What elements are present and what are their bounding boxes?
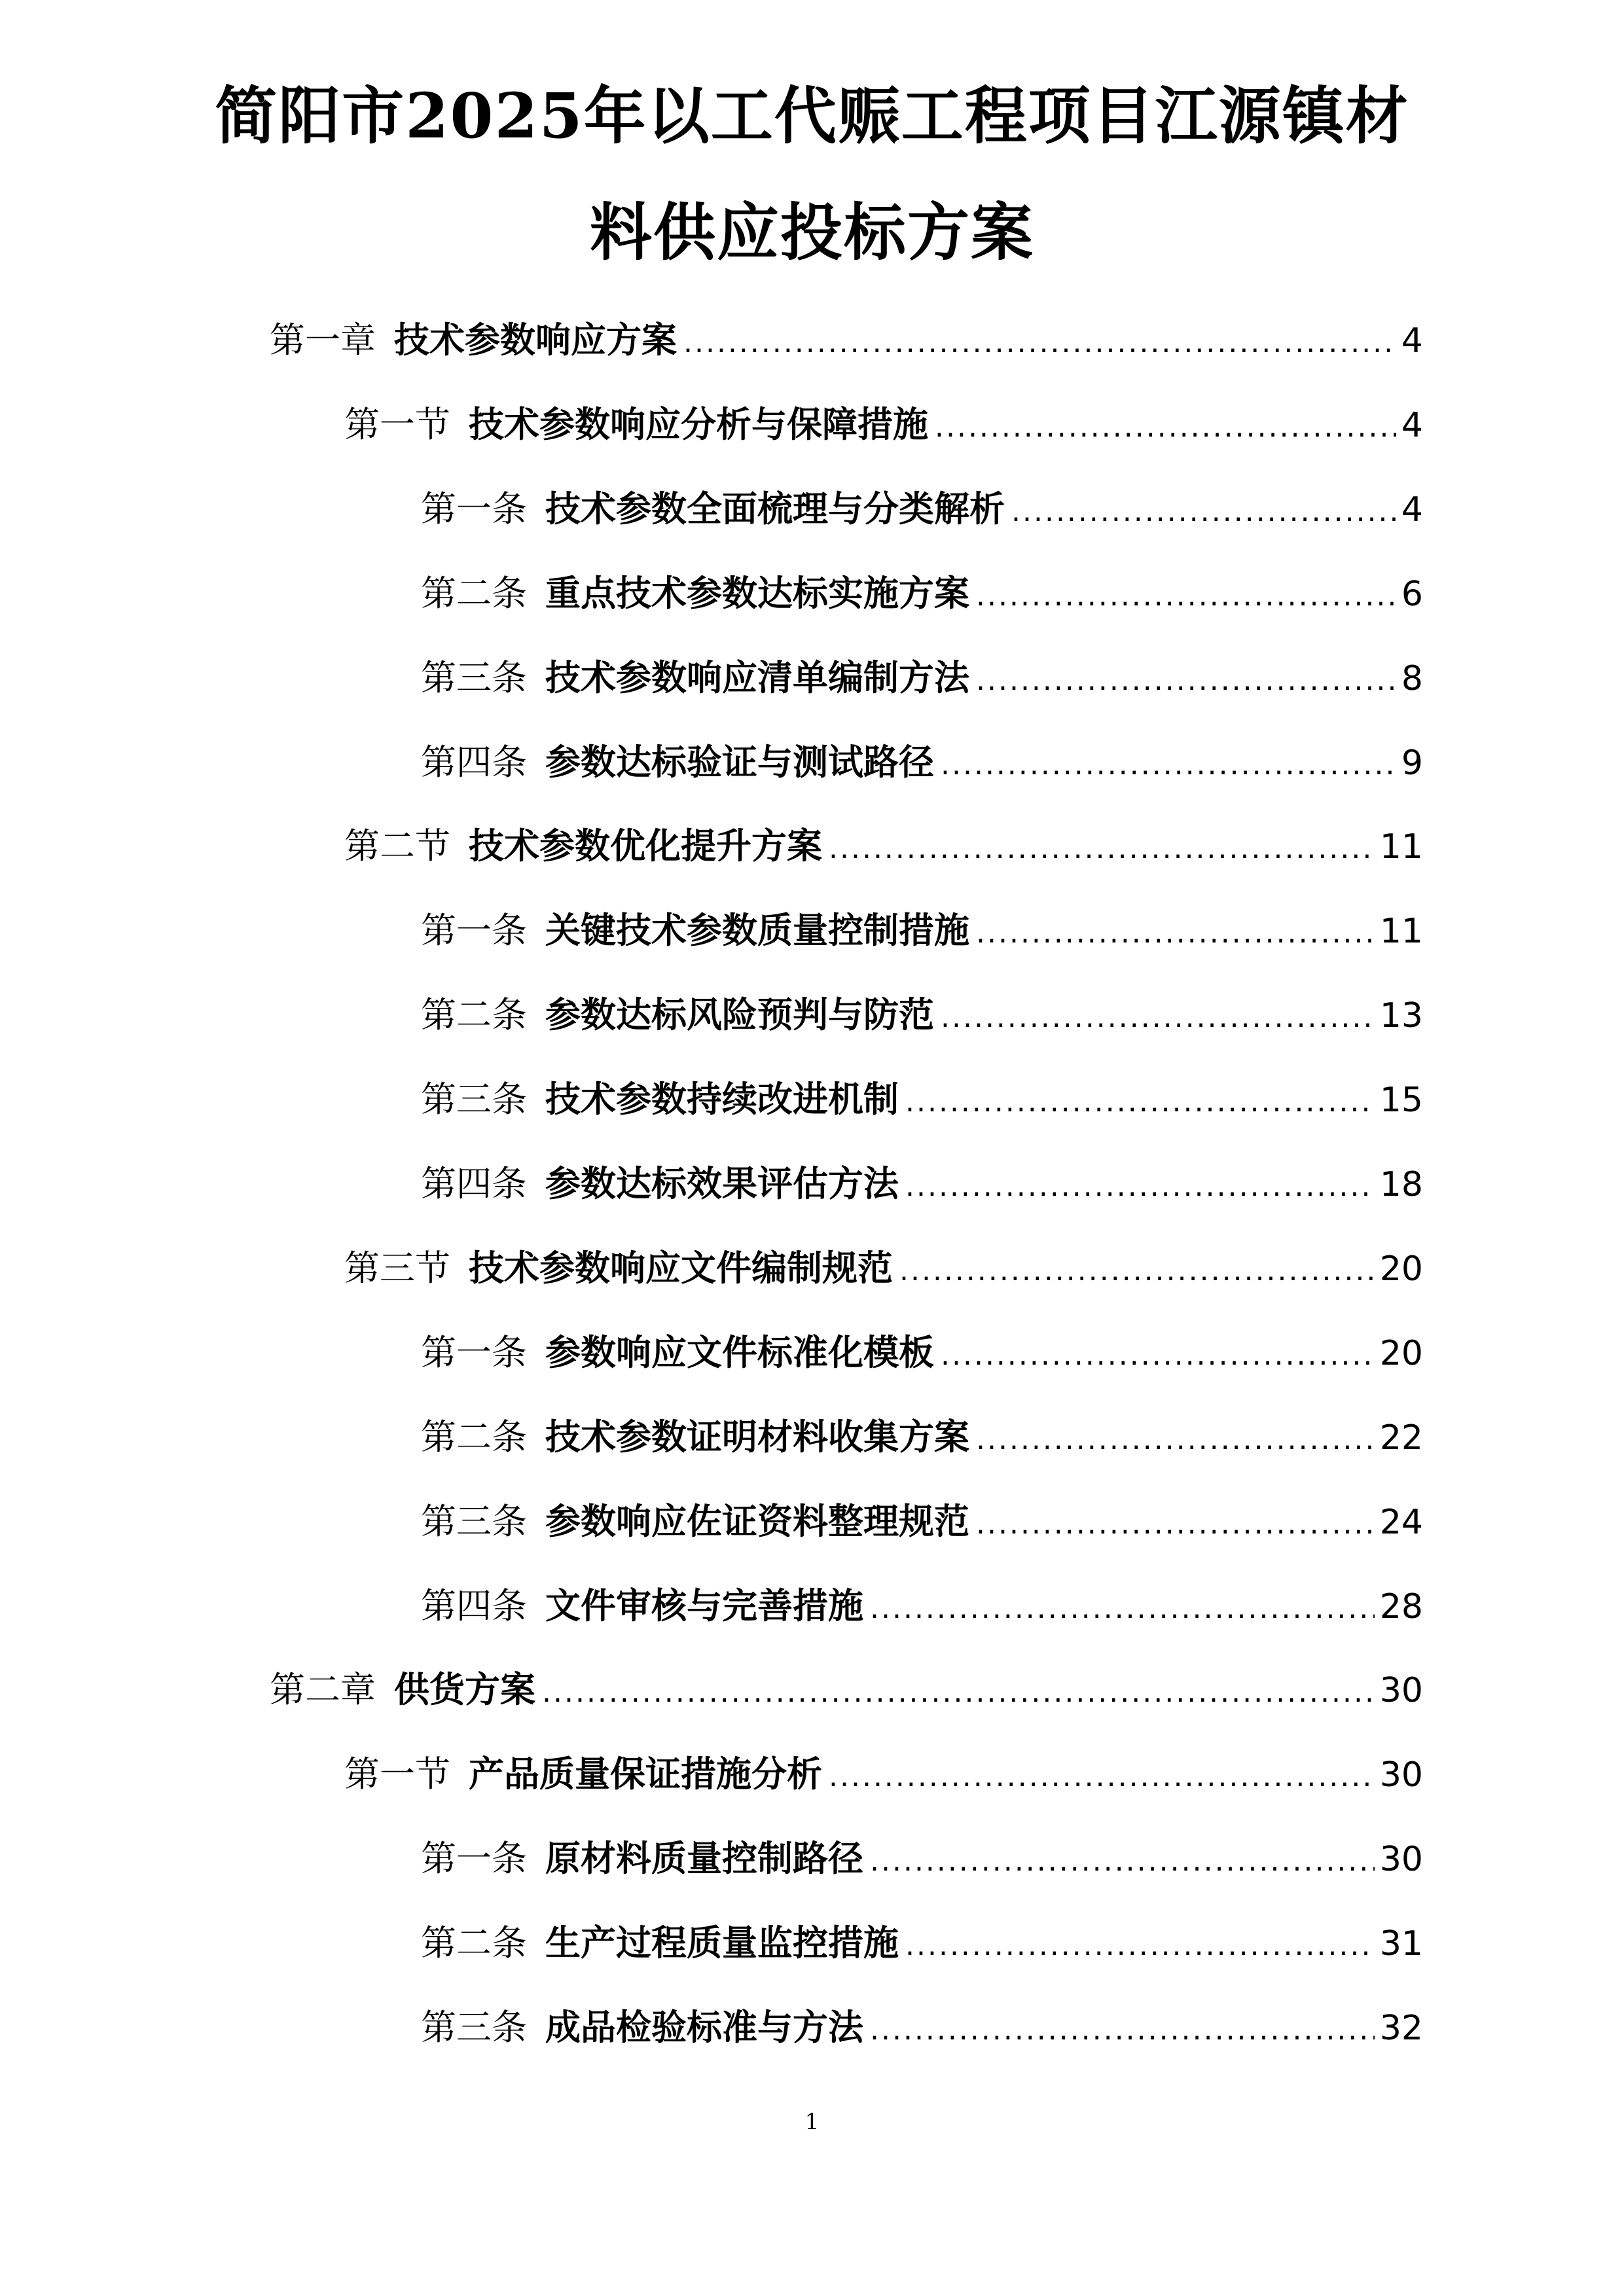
toc-dot-leader [941, 1329, 1375, 1382]
toc-entry-page: 6 [1401, 575, 1423, 614]
toc-dot-leader [905, 1920, 1375, 1972]
toc-entry-label: 参数达标风险预判与防范 [545, 994, 934, 1035]
toc-dot-leader [905, 1076, 1375, 1128]
toc-entry-label: 技术参数响应文件编制规范 [469, 1247, 893, 1289]
toc-entry[interactable] [421, 1833, 1423, 1885]
toc-dot-leader [1011, 486, 1396, 538]
toc-dot-leader [829, 823, 1375, 875]
toc-entry-label: 技术参数证明材料收集方案 [545, 1416, 969, 1458]
toc-dot-leader [941, 992, 1375, 1044]
toc-entry-number: 第四条 [421, 1163, 527, 1204]
toc-entry[interactable] [421, 567, 1423, 620]
toc-entry-number: 第二节 [344, 825, 450, 867]
toc-entry-label: 技术参数响应方案 [394, 319, 677, 361]
toc-entry-number: 第二条 [421, 1416, 527, 1458]
toc-entry-number: 第三条 [421, 1079, 527, 1120]
toc-entry[interactable] [270, 1664, 1423, 1716]
toc-entry-label: 技术参数全面梳理与分类解析 [545, 488, 1005, 529]
toc-dot-leader [683, 317, 1396, 369]
toc-entry-page: 15 [1379, 1081, 1423, 1120]
toc-entry-page: 32 [1379, 2009, 1423, 2048]
toc-entry[interactable] [421, 905, 1423, 957]
toc-entry-number: 第二条 [421, 573, 527, 614]
toc-entry[interactable] [421, 736, 1423, 789]
toc-entry-number: 第三条 [421, 2007, 527, 2048]
toc-entry-page: 30 [1379, 1840, 1423, 1879]
toc-entry-page: 4 [1401, 490, 1423, 529]
toc-dot-leader [870, 2004, 1375, 2056]
toc-entry[interactable] [344, 1242, 1423, 1295]
toc-dot-leader [976, 570, 1396, 622]
toc-entry-page: 11 [1379, 827, 1423, 867]
toc-entry-number: 第一章 [270, 319, 376, 361]
toc-entry-number: 第四条 [421, 1585, 527, 1626]
toc-entry-page: 24 [1379, 1503, 1423, 1542]
toc-dot-leader [976, 1414, 1375, 1466]
document-title-line-1: 简阳市2025年以工代赈工程项目江源镇材 [215, 80, 1409, 152]
toc-entry[interactable] [421, 989, 1423, 1041]
toc-entry-number: 第一条 [421, 910, 527, 951]
toc-dot-leader [976, 655, 1396, 707]
toc-dot-leader [976, 1498, 1375, 1551]
toc-entry-page: 31 [1379, 1924, 1423, 1964]
toc-entry-label: 技术参数优化提升方案 [469, 825, 822, 867]
toc-entry-page: 11 [1379, 912, 1423, 951]
toc-entry-label: 原材料质量控制路径 [545, 1838, 863, 1879]
toc-entry[interactable] [421, 1073, 1423, 1126]
toc-entry-page: 30 [1379, 1755, 1423, 1795]
toc-entry[interactable] [344, 399, 1423, 451]
toc-entry-page: 9 [1401, 744, 1423, 783]
toc-entry-label: 参数达标验证与测试路径 [545, 742, 934, 783]
toc-entry-label: 参数响应文件标准化模板 [545, 1332, 934, 1373]
toc-entry-number: 第三条 [421, 1501, 527, 1542]
toc-entry[interactable] [421, 1411, 1423, 1463]
toc-entry[interactable] [421, 2001, 1423, 2054]
toc-entry-page: 8 [1401, 659, 1423, 698]
toc-entry-page: 13 [1379, 996, 1423, 1035]
toc-entry-label: 供货方案 [394, 1669, 535, 1710]
toc-dot-leader [941, 739, 1396, 791]
toc-dot-leader [542, 1666, 1375, 1719]
toc-entry-number: 第二条 [421, 1922, 527, 1964]
toc-entry[interactable] [421, 1580, 1423, 1632]
toc-entry[interactable] [344, 820, 1423, 872]
toc-entry-page: 4 [1401, 406, 1423, 445]
toc-entry-page: 22 [1379, 1418, 1423, 1458]
toc-dot-leader [899, 1245, 1375, 1297]
toc-entry-page: 30 [1379, 1671, 1423, 1710]
toc-dot-leader [870, 1835, 1375, 1888]
toc-dot-leader [905, 1160, 1375, 1213]
toc-entry[interactable] [270, 314, 1423, 367]
toc-dot-leader [935, 401, 1396, 454]
page-number: 1 [804, 2109, 820, 2135]
toc-entry-page: 20 [1379, 1249, 1423, 1289]
toc-entry-label: 关键技术参数质量控制措施 [545, 910, 969, 951]
toc-dot-leader [870, 1583, 1375, 1635]
toc-entry-number: 第三条 [421, 657, 527, 698]
toc-entry[interactable] [344, 1748, 1423, 1801]
document-title-line-2: 料供应投标方案 [589, 196, 1034, 269]
toc-dot-leader [829, 1751, 1375, 1803]
toc-entry-label: 生产过程质量监控措施 [545, 1922, 899, 1964]
toc-entry[interactable] [421, 1327, 1423, 1379]
toc-entry-label: 文件审核与完善措施 [545, 1585, 863, 1626]
toc-dot-leader [976, 907, 1375, 960]
toc-entry-label: 技术参数持续改进机制 [545, 1079, 899, 1120]
toc-entry-number: 第一节 [344, 404, 450, 445]
toc-entry-number: 第三节 [344, 1247, 450, 1289]
toc-entry[interactable] [421, 1158, 1423, 1210]
toc-entry-number: 第一条 [421, 488, 527, 529]
toc-entry-page: 18 [1379, 1165, 1423, 1204]
toc-entry-page: 20 [1379, 1334, 1423, 1373]
toc-entry-label: 参数达标效果评估方法 [545, 1163, 899, 1204]
toc-entry-label: 参数响应佐证资料整理规范 [545, 1501, 969, 1542]
toc-entry-label: 产品质量保证措施分析 [469, 1753, 822, 1795]
toc-entry-label: 重点技术参数达标实施方案 [545, 573, 969, 614]
toc-entry-number: 第一条 [421, 1838, 527, 1879]
toc-entry[interactable] [421, 1917, 1423, 1969]
toc-entry-page: 4 [1401, 321, 1423, 361]
toc-entry-number: 第二章 [270, 1669, 376, 1710]
toc-entry-number: 第二条 [421, 994, 527, 1035]
toc-entry[interactable] [421, 652, 1423, 704]
toc-entry[interactable] [421, 483, 1423, 535]
toc-entry-label: 成品检验标准与方法 [545, 2007, 863, 2048]
toc-entry-number: 第一节 [344, 1753, 450, 1795]
toc-entry-number: 第一条 [421, 1332, 527, 1373]
toc-entry-page: 28 [1379, 1587, 1423, 1626]
toc-entry-number: 第四条 [421, 742, 527, 783]
toc-entry-label: 技术参数响应清单编制方法 [545, 657, 969, 698]
toc-entry-label: 技术参数响应分析与保障措施 [469, 404, 928, 445]
toc-entry[interactable] [421, 1496, 1423, 1548]
